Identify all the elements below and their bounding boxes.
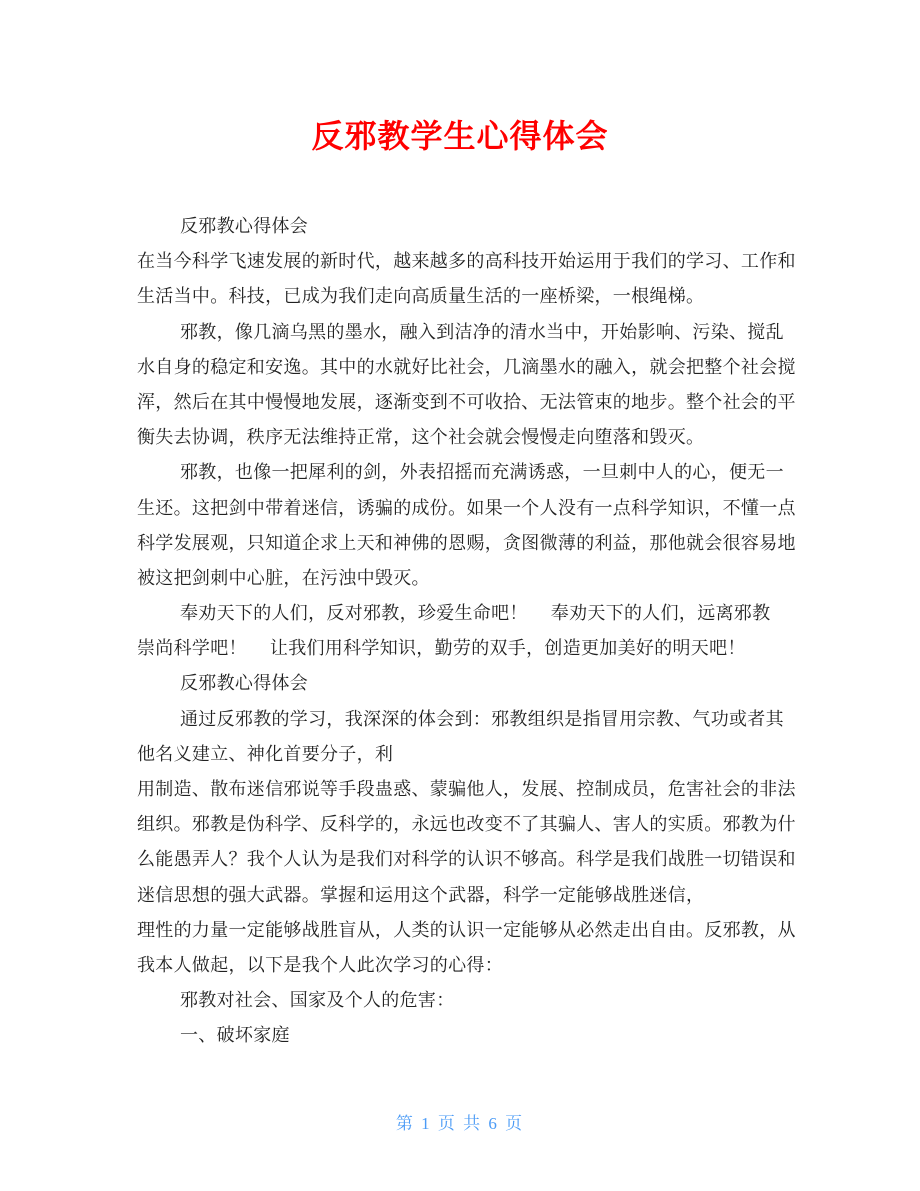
text-line: 用制造、散布迷信邪说等手段蛊惑、蒙骗他人，发展、控制成员，危害社会的非法 bbox=[137, 779, 796, 799]
text-line: 被这把剑刺中心脏，在污浊中毁灭。 bbox=[137, 567, 430, 588]
page-title: 反邪教学生心得体会 bbox=[311, 118, 609, 154]
text-line: 理性的力量一定能够战胜盲从，人类的认识一定能够从必然走出自由。反邪教，从 bbox=[137, 919, 796, 940]
page-number-footer: 第 1 页 共 6 页 bbox=[395, 1114, 525, 1133]
text-line: 科学发展观，只知道企求上天和神佛的恩赐，贪图微薄的利益，那他就会很容易地 bbox=[137, 532, 796, 553]
text-line: 衡失去协调，秩序无法维持正常，这个社会就会慢慢走向堕落和毁灭。 bbox=[137, 427, 705, 448]
text-line: 在当今科学飞速发展的新时代，越来越多的高科技开始运用于我们的学习、工作和 bbox=[137, 251, 796, 272]
text-line: 我本人做起，以下是我个人此次学习的心得： bbox=[137, 954, 503, 975]
text-line: 生活当中。科技，已成为我们走向高质量生活的一座桥梁，一根绳梯。 bbox=[137, 286, 705, 307]
text-line: 迷信思想的强大武器。掌握和运用这个武器，科学一定能够战胜迷信， bbox=[137, 884, 705, 905]
text-line: 反邪教心得体会 bbox=[180, 673, 309, 694]
text-line: 浑，然后在其中慢慢地发展，逐渐变到不可收拾、无法管束的地步。整个社会的平 bbox=[137, 391, 796, 412]
text-line: 么能愚弄人？我个人认为是我们对科学的认识不够高。科学是我们战胜一切错误和 bbox=[137, 849, 796, 870]
text-line: 反邪教心得体会 bbox=[180, 216, 309, 236]
document-body bbox=[137, 209, 799, 1054]
text-line: 水自身的稳定和安逸。其中的水就好比社会，几滴墨水的融入，就会把整个社会搅 bbox=[137, 356, 796, 377]
text-line: 一、破坏家庭 bbox=[180, 1025, 290, 1046]
text-line: 通过反邪教的学习，我深深的体会到：邪教组织是指冒用宗教、气功或者其 bbox=[180, 708, 784, 729]
text-line: 邪教，也像一把犀利的剑，外表招摇而充满诱惑，一旦刺中人的心，便无一 bbox=[180, 462, 784, 483]
text-line: 崇尚科学吧！ 让我们用科学知识，勤劳的双手，创造更加美好的明天吧！ bbox=[137, 638, 746, 659]
text-line: 生还。这把剑中带着迷信，诱骗的成份。如果一个人没有一点科学知识，不懂一点 bbox=[137, 497, 796, 518]
text-line: 奉劝天下的人们，反对邪教，珍爱生命吧！ 奉劝天下的人们，远离邪教 bbox=[180, 603, 771, 624]
text-line: 邪教，像几滴乌黑的墨水，融入到洁净的清水当中，开始影响、污染、搅乱 bbox=[180, 321, 784, 342]
text-line: 邪教对社会、国家及个人的危害： bbox=[180, 990, 455, 1011]
text-line: 组织。邪教是伪科学、反科学的，永远也改变不了其骗人、害人的实质。邪教为什 bbox=[137, 814, 796, 835]
text-line: 他名义建立、神化首要分子，利 bbox=[137, 743, 394, 764]
